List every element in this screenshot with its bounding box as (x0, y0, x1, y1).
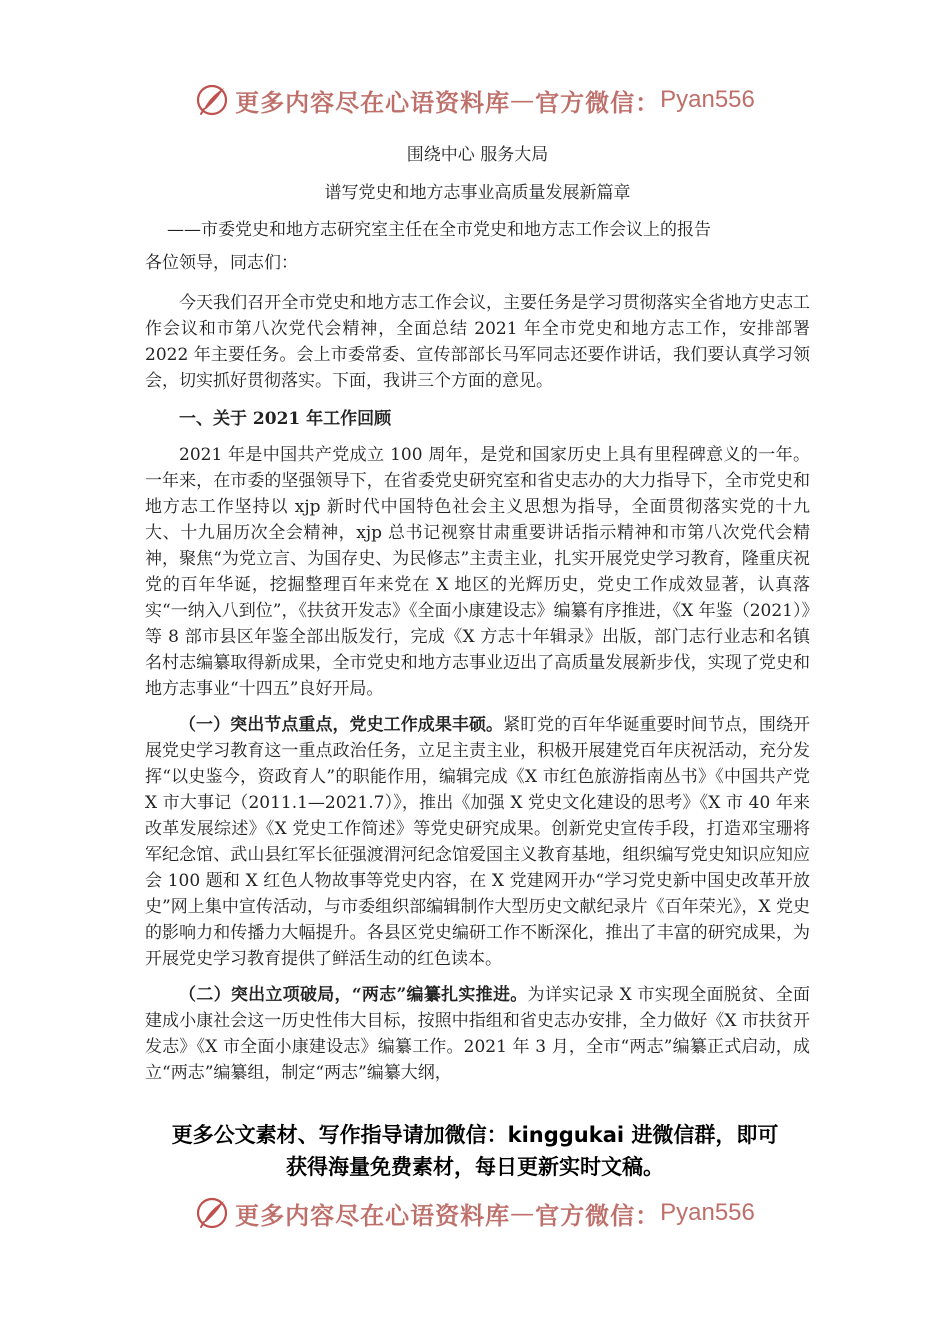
footer-banner-account: Pyan556 (660, 1199, 755, 1226)
footer-banner-brand: 更多内容尽在心语资料库 (235, 1200, 511, 1230)
header-banner[interactable] (0, 80, 950, 120)
document-body (145, 140, 810, 1086)
quill-pen-logo-icon (195, 1196, 229, 1230)
item2-body: 为详实记录 X 市实现全面脱贫、全面建成小康社会这一历史性伟大目标，按照中指组和省史志办安排，全力做好《X 市扶贫开发志》《X 市全面小康建设志》编纂工作。2021 年 3 月，全市“两志”编纂正式启动，成立“两志”编纂组，制定“两志”编纂大纲， (145, 985, 810, 1083)
promo-line1: 更多公文素材、写作指导请加微信：kinggukai 进微信群，即可 (171, 1123, 779, 1147)
item1-lead: （一）突出节点重点，党史工作成果丰硕。 (179, 715, 504, 735)
banner-label: 官方微信： (535, 87, 661, 117)
footer-banner-label: 官方微信： (535, 1200, 661, 1230)
footer-banner[interactable] (0, 1193, 950, 1233)
intro-paragraph: 今天我们召开全市党史和地方志工作会议，主要任务是学习贯彻落实全省地方史志工作会议和市第八次党代会精神，全面总结 2021 年全市党史和地方志工作，安排部署 2022 年主要任务。会上市委常委、宣传部部长马军同志还要作讲话，我们要认真学习领会，切实抓好贯彻落实。下面，我讲三个方面的意见。 (145, 293, 810, 391)
doc-greeting: 各位领导，同志们： (145, 253, 298, 273)
item1-body: 紧盯党的百年华诞重要时间节点，围绕开展党史学习教育这一重点政治任务，立足主责主业，积极开展建党百年庆祝活动，充分发挥“以史鉴今，资政育人”的职能作用，编辑完成《X 市红色旅游指南丛书》《中国共产党 X 市大事记（2011.1—2021.7）》，推出《加强 X 党史文化建设的思考》《X 市 40 年来改革发展综述》《X 党史工作简述》等党史研究成果。创新党史宣传手段，打造邓宝珊将军纪念馆、武山县红军长征强渡渭河纪念馆爱国主义教育基地，组织编写党史知识应知应会 100 题和 X 红色人物故事等党史内容，在 X 党建网开办“学习党史新中国史改革开放史”网上集中宣传活动，与市委组织部编辑制作大型历史文献纪录片《百年荣光》，X 党史的影响力和传播力大幅提升。各县区党史编研工作不断深化，推出了丰富的研究成果，为开展党史学习教育提供了鲜活生动的红色读本。 (145, 715, 811, 969)
footer-banner-separator: — (510, 1199, 536, 1227)
section1-heading: 一、关于 2021 年工作回顾 (179, 409, 392, 429)
doc-subtitle: ——市委党史和地方志研究室主任在全市党史和地方志工作会议上的报告 (167, 220, 711, 240)
item2-lead: （二）突出立项破局，“两志”编纂扎实推进。 (179, 985, 528, 1005)
item2-paragraph (145, 982, 810, 1086)
banner-account: Pyan556 (660, 86, 755, 113)
quill-pen-logo-icon (195, 83, 229, 117)
banner-brand: 更多内容尽在心语资料库 (235, 87, 511, 117)
doc-title-line2: 谱写党史和地方志事业高质量发展新篇章 (324, 183, 631, 203)
section1-paragraph: 2021 年是中国共产党成立 100 周年，是党和国家历史上具有里程碑意义的一年。一年来，在市委的坚强领导下，在省委党史研究室和省史志办的大力指导下，全市党史和地方志工作坚持以 xjp 新时代中国特色社会主义思想为指导，全面贯彻落实党的十九大、十九届历次全会精神，xjp 总书记视察甘肃重要讲话指示精神和市第八次党代会精神，聚焦“为党立言、为国存史、为民修志”主责主业，扎实开展党史学习教育，隆重庆祝党的百年华诞，挖掘整理百年来党在 X 地区的光辉历史，党史工作成效显著，认真落实“一纳入八到位”，《扶贫开发志》《全面小康建设志》编纂有序推进，《X 年鉴（2021）》等 8 部市县区年鉴全部出版发行，完成《X 方志十年辑录》出版，部门志行业志和名镇名村志编纂取得新成果，全市党史和地方志事业迈出了高质量发展新步伐，实现了党史和地方志事业“十四五”良好开局。 (145, 445, 810, 699)
promo-notice (0, 1119, 950, 1183)
item1-paragraph (145, 712, 810, 972)
promo-line2: 获得海量免费素材，每日更新实时文稿。 (286, 1155, 664, 1179)
banner-separator: — (510, 86, 536, 114)
doc-title-line1: 围绕中心 服务大局 (406, 145, 549, 165)
